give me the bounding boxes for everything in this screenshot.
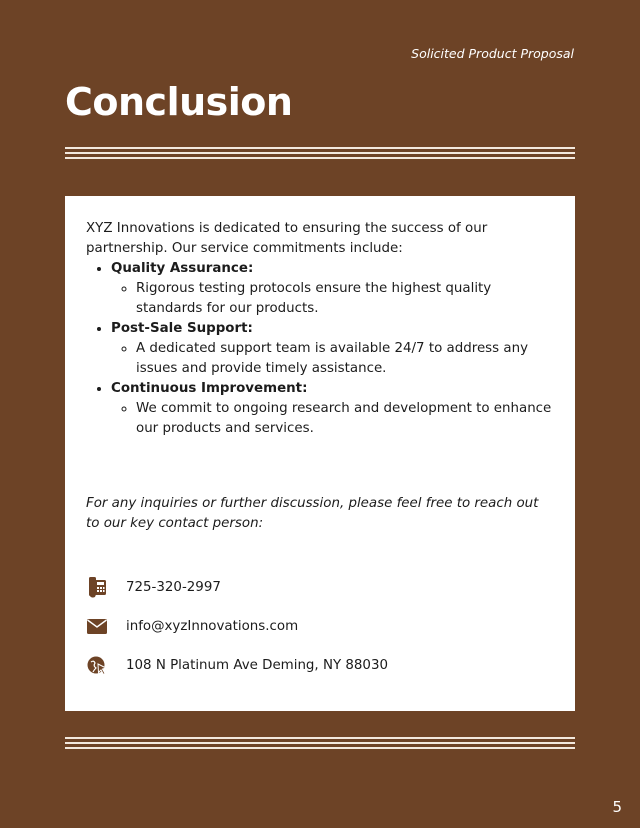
phone-icon (86, 576, 108, 598)
commitment-item (111, 379, 556, 439)
street-address: 108 N Platinum Ave Deming, NY 88030 (126, 657, 388, 673)
commitment-detail: ◦ A dedicated support team is available 24/7 to address any issues and provide timely assistance. (136, 339, 556, 379)
document-type: Solicited Product Proposal (411, 46, 574, 61)
content-card (65, 196, 575, 711)
commitment-item (111, 259, 556, 319)
globe-cursor-icon (86, 654, 108, 676)
phone-number: 725-320-2997 (126, 579, 221, 595)
email-address: info@xyzInnovations.com (126, 618, 299, 634)
contact-address (86, 653, 388, 677)
commitment-title: Quality Assurance: (111, 261, 254, 276)
call-to-action: For any inquiries or further discussion, please feel free to reach out to our key contact person: (86, 496, 539, 531)
commitments-list (86, 259, 556, 439)
commitment-title: Post-Sale Support: (111, 321, 253, 336)
page-title: Conclusion (65, 80, 293, 124)
envelope-icon (86, 615, 108, 637)
contact-email (86, 614, 298, 638)
page-number: 5 (612, 798, 622, 816)
commitment-detail: ◦ Rigorous testing protocols ensure the highest quality standards for our products. (136, 279, 556, 319)
intro-text: XYZ Innovations is dedicated to ensuring the success of our partnership. Our service commitments include: (86, 221, 488, 256)
commitment-detail: ◦ We commit to ongoing research and development to enhance our products and services. (136, 399, 556, 439)
commitment-title: Continuous Improvement: (111, 381, 308, 396)
commitments-section (86, 219, 556, 439)
commitment-item (111, 319, 556, 379)
contact-phone (86, 575, 221, 599)
